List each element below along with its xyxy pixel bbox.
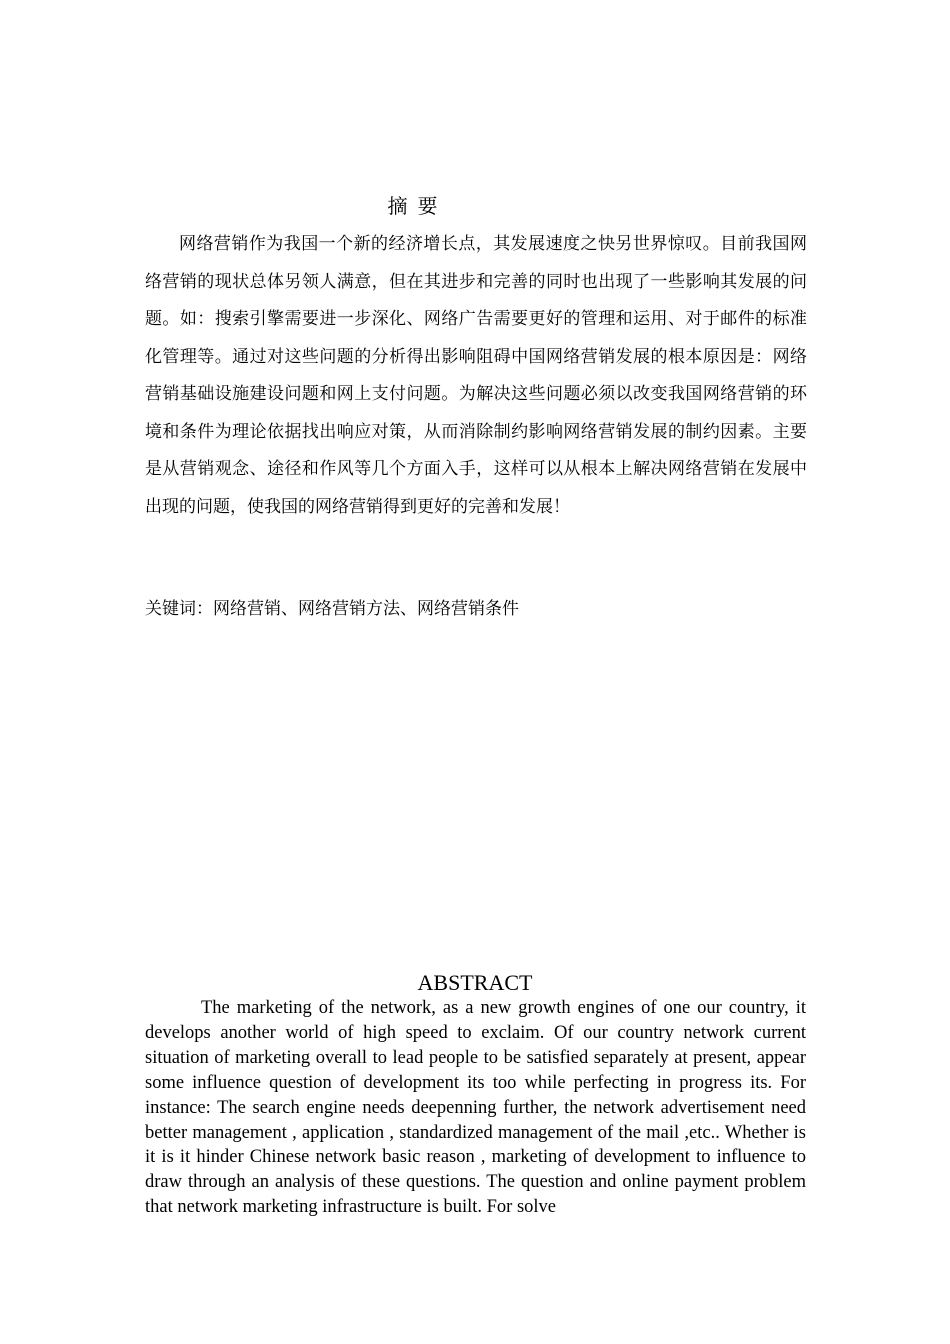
chinese-abstract-body: 网络营销作为我国一个新的经济增长点，其发展速度之快另世界惊叹。目前我国网络营销的现状总体另领人满意，但在其进步和完善的同时也出现了一些影响其发展的问题。如：搜索引擎需要进一步深化、网络广告需要更好的管理和运用、对于邮件的标准化管理等。通过对这些问题的分析得出影响阻碍中国网络营销发展的根本原因是：网络营销基础设施建设问题和网上支付问题。为解决这些问题必须以改变我国网络营销的环境和条件为理论依据找出响应对策，从而消除制约影响网络营销发展的制约因素。主要是从营销观念、途径和作风等几个方面入手，这样可以从根本上解决网络营销在发展中出现的问题，使我国的网络营销得到更好的完善和发展！ [145, 234, 807, 517]
chinese-keywords: 关键词：网络营销、网络营销方法、网络营销条件 [145, 599, 519, 619]
chinese-abstract-title: 摘要 [387, 194, 448, 218]
english-abstract-title: ABSTRACT [417, 970, 533, 995]
english-abstract-body: The marketing of the network, as a new growth engines of one our country, it develops another world of high speed to exclaim. Of our country network current situation of marketing overall to lead people to be satisfied separately at present, appear some influence question of development its too while perfecting in progress its. For instance: The search engine needs deepenning further, the network advertisement need better management , application , standardized management of the mail ,etc.. Whether is it is it hinder Chinese network basic reason , marketing of development to influence to draw through an analysis of these questions. The question and online payment problem that network marketing infrastructure is built. For solve [145, 998, 806, 1218]
